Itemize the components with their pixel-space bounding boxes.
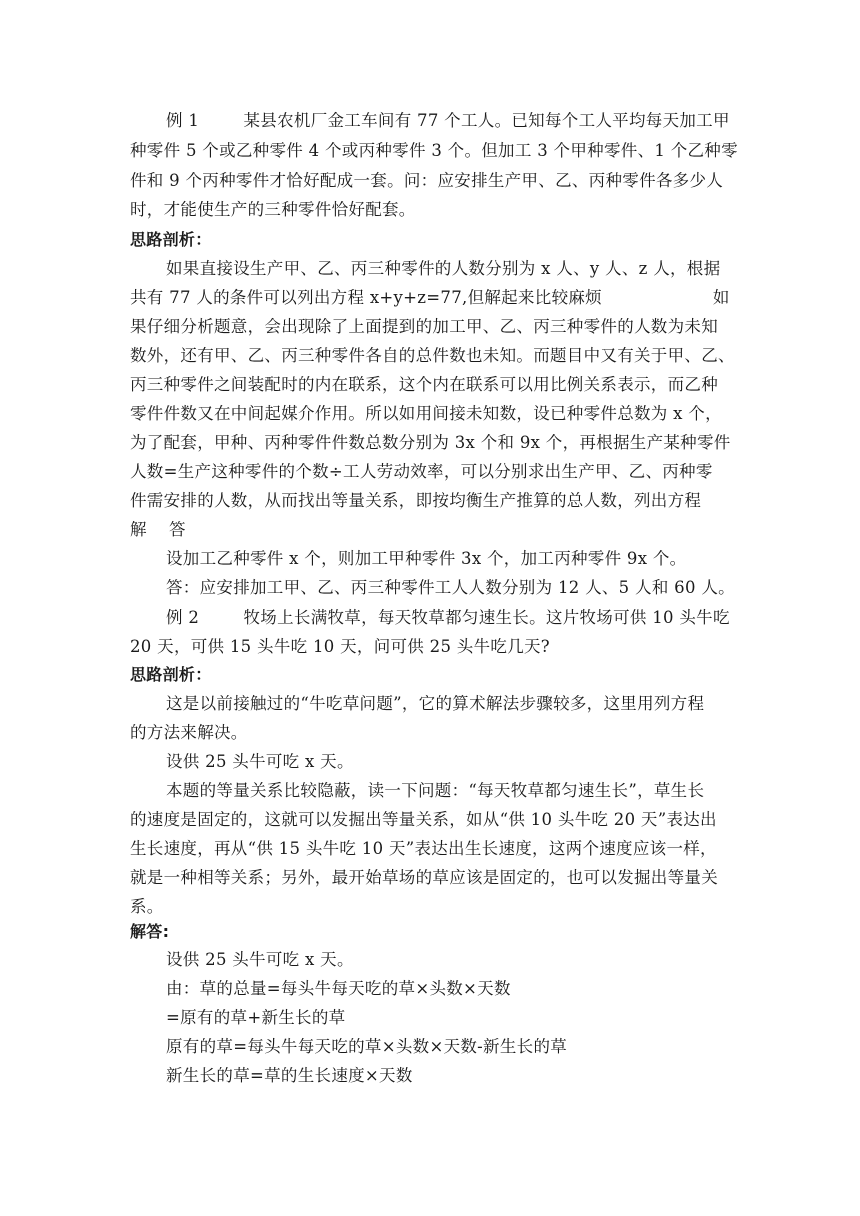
paragraph-line: 为了配套，甲种、丙种零件件数总数分别为 3x 个和 9x 个，再根据生产某种零件 bbox=[130, 433, 731, 452]
example-1-intro: 例 1 某县农机厂金工车间有 77 个工人。已知每个工人平均每天加工甲 bbox=[166, 111, 730, 130]
paragraph-line: 新生长的草=草的生长速度×天数 bbox=[166, 1066, 413, 1085]
paragraph-line: 丙三种零件之间装配时的内在联系，这个内在联系可以用比例关系表示，而乙种 bbox=[130, 375, 718, 394]
paragraph-line: 共有 77 人的条件可以列出方程 x+y+z=77,但解起来比较麻烦 如 bbox=[130, 288, 730, 307]
analysis-heading-1: 思路剖析： bbox=[130, 230, 212, 249]
paragraph-line: =原有的草+新生长的草 bbox=[166, 1008, 346, 1027]
paragraph-line: 设供 25 头牛可吃 x 天。 bbox=[166, 752, 354, 771]
paragraph-line: 系。 bbox=[130, 897, 164, 916]
paragraph-line: 种零件 5 个或乙种零件 4 个或丙种零件 3 个。但加工 3 个甲种零件、1 个乙种零 bbox=[130, 141, 738, 160]
paragraph-line: 20 天，可供 15 头牛吃 10 天，问可供 25 头牛吃几天? bbox=[130, 637, 550, 656]
answer-line-1: 答：应安排加工甲、乙、丙三种零件工人人数分别为 12 人、5 人和 60 人。 bbox=[166, 578, 735, 597]
paragraph-line: 零件件数又在中间起媒介作用。所以如用间接未知数，设已种零件总数为 x 个， bbox=[130, 404, 722, 423]
paragraph-line: 人数=生产这种零件的个数÷工人劳动效率，可以分别求出生产甲、乙、丙种零 bbox=[130, 462, 713, 481]
example-2-intro: 例 2 牧场上长满牧草，每天牧草都匀速生长。这片牧场可供 10 头牛吃 bbox=[166, 608, 730, 627]
paragraph-line: 这是以前接触过的“牛吃草问题”，它的算术解法步骤较多，这里用列方程 bbox=[166, 694, 705, 713]
paragraph-line: 的速度是固定的，这就可以发掘出等量关系，如从“供 10 头牛吃 20 天”表达出 bbox=[130, 810, 717, 829]
paragraph-line: 由：草的总量=每头牛每天吃的草×头数×天数 bbox=[166, 979, 511, 998]
answer-heading-2: 解答: bbox=[130, 922, 170, 941]
paragraph-line: 设供 25 头牛可吃 x 天。 bbox=[166, 950, 354, 969]
answer-label-1: 解 答 bbox=[130, 520, 186, 539]
paragraph-line: 时，才能使生产的三种零件恰好配套。 bbox=[130, 200, 416, 219]
paragraph-line: 原有的草=每头牛每天吃的草×头数×天数-新生长的草 bbox=[166, 1037, 568, 1056]
paragraph-line: 就是一种相等关系；另外，最开始草场的草应该是固定的，也可以发掘出等量关 bbox=[130, 868, 718, 887]
paragraph-line: 的方法来解决。 bbox=[130, 723, 248, 742]
paragraph-line: 果仔细分析题意，会出现除了上面提到的加工甲、乙、丙三种零件的人数为未知 bbox=[130, 317, 718, 336]
paragraph-line: 如果直接设生产甲、乙、丙三种零件的人数分别为 x 人、y 人、z 人，根据 bbox=[166, 259, 721, 278]
paragraph-line: 本题的等量关系比较隐蔽，读一下问题：“每天牧草都匀速生长”，草生长 bbox=[166, 781, 705, 800]
paragraph-line: 件需安排的人数，从而找出等量关系，即按均衡生产推算的总人数，列出方程 bbox=[130, 491, 702, 510]
paragraph-line: 件和 9 个丙种零件才恰好配成一套。问：应安排生产甲、乙、丙种零件各多少人 bbox=[130, 171, 724, 190]
paragraph-line: 生长速度，再从“供 15 头牛吃 10 天”表达出生长速度，这两个速度应该一样， bbox=[130, 839, 717, 858]
paragraph-line: 设加工乙种零件 x 个，则加工甲种零件 3x 个，加工丙种零件 9x 个。 bbox=[166, 549, 687, 568]
paragraph-line: 数外，还有甲、乙、丙三种零件各自的总件数也未知。而题目中又有关于甲、乙、 bbox=[130, 346, 735, 365]
analysis-heading-2: 思路剖析： bbox=[130, 665, 212, 684]
